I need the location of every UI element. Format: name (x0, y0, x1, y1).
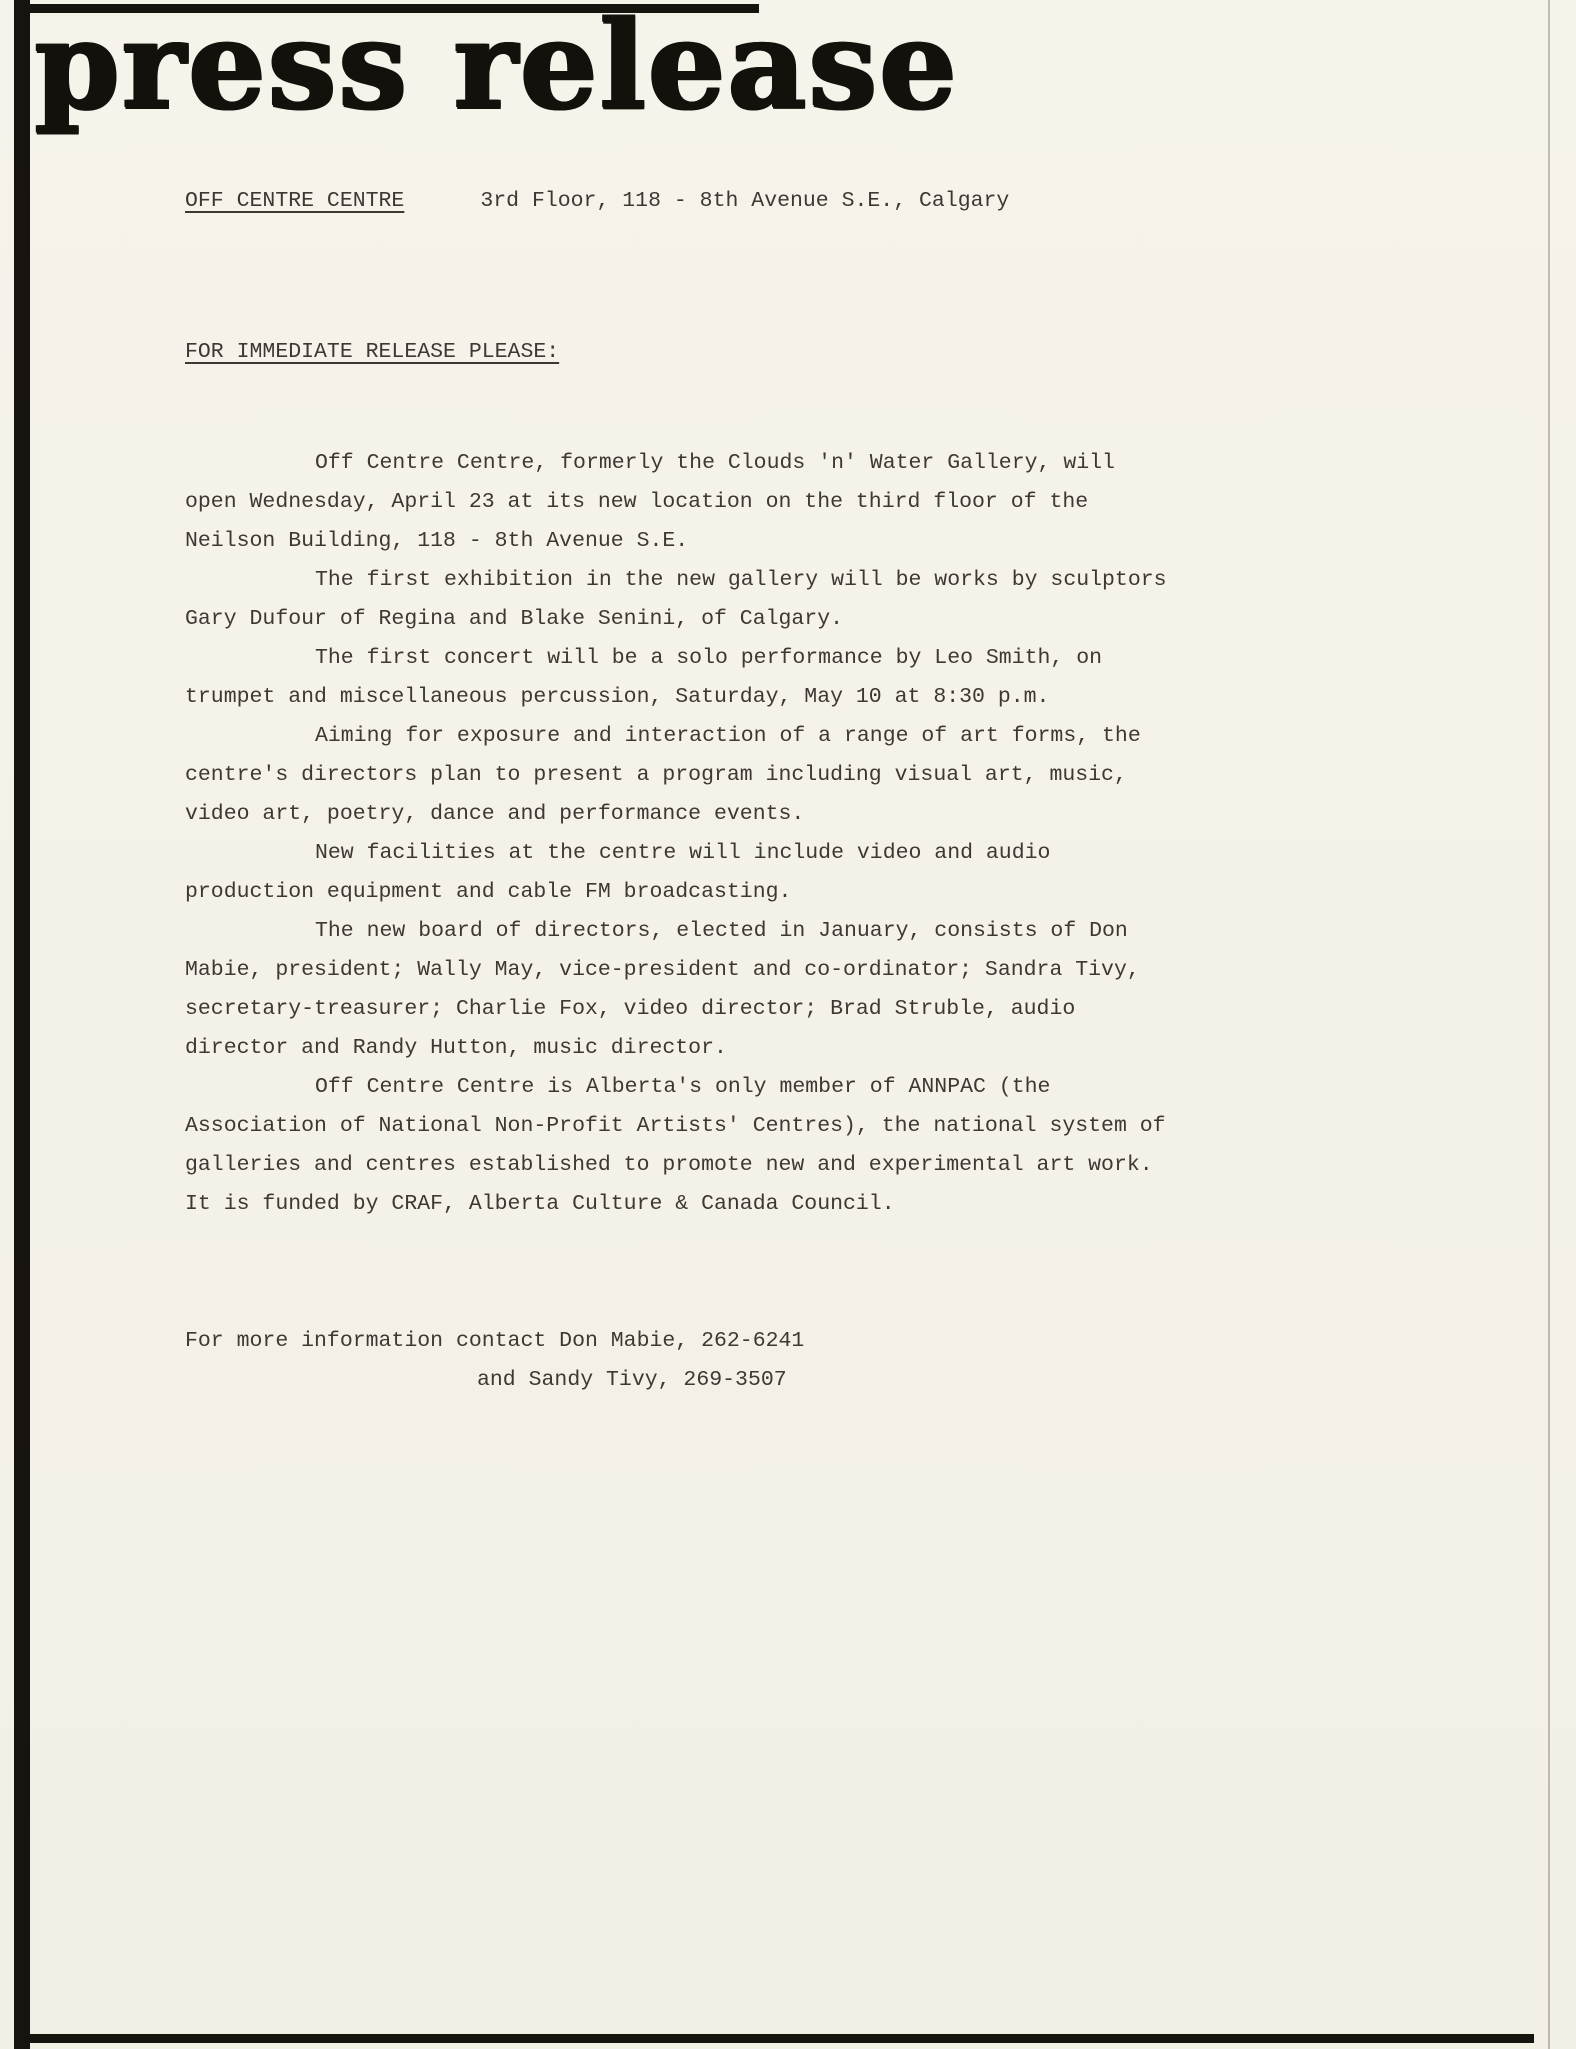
contact-line-2: and Sandy Tivy, 269-3507 (477, 1368, 787, 1392)
paragraph-concert: The first concert will be a solo performance by Leo Smith, on trumpet and miscellaneous percussion, Saturday, May 10 at 8:30 p.m. (185, 646, 1103, 709)
contact-line-1: For more information contact Don Mabie, 262-6241 (185, 1329, 805, 1353)
scan-border-left (14, 0, 30, 2049)
organization-address: 3rd Floor, 118 - 8th Avenue S.E., Calgary (480, 189, 1010, 213)
paragraph-opening: Off Centre Centre, formerly the Clouds 'n' Water Gallery, will open Wednesday, April 23 at its new location on the third floor of the Neilson Building, 118 - 8th Avenue S.E. (185, 451, 1115, 553)
paragraph-exhibition: The first exhibition in the new gallery will be works by sculptors Gary Dufour of Regina and Blake Senini, of Calgary. (185, 568, 1167, 631)
contact-footer (185, 1322, 1170, 1400)
document-content (185, 182, 1170, 1400)
press-release-logotype: press release (34, 0, 959, 136)
body-paragraphs (185, 444, 1170, 1224)
release-heading (185, 333, 1170, 372)
release-heading-text: FOR IMMEDIATE RELEASE PLEASE: (185, 340, 560, 364)
paragraph-board: The new board of directors, elected in January, consists of Don Mabie, president; Wally May, vice-president and co-ordinator; Sandra Tivy, secretary-treasurer; Charlie Fox, video director; Brad Struble, audio director and Randy Hutton, music director. (185, 919, 1140, 1060)
scan-border-right (1548, 0, 1550, 2049)
organization-name: OFF CENTRE CENTRE (185, 189, 405, 213)
paragraph-annpac: Off Centre Centre is Alberta's only member of ANNPAC (the Association of National Non-Profit Artists' Centres), the national system of galleries and centres established to promote new and experimental art work. It is funded by CRAF, Alberta Culture & Canada Council. (185, 1075, 1166, 1216)
paragraph-program: Aiming for exposure and interaction of a range of art forms, the centre's directors plan to present a program including visual art, music, video art, poetry, dance and performance events. (185, 724, 1141, 826)
header-line (185, 182, 1170, 221)
scan-border-bottom (14, 2034, 1534, 2043)
paragraph-facilities: New facilities at the centre will include video and audio production equipment and cable FM broadcasting. (185, 841, 1051, 904)
